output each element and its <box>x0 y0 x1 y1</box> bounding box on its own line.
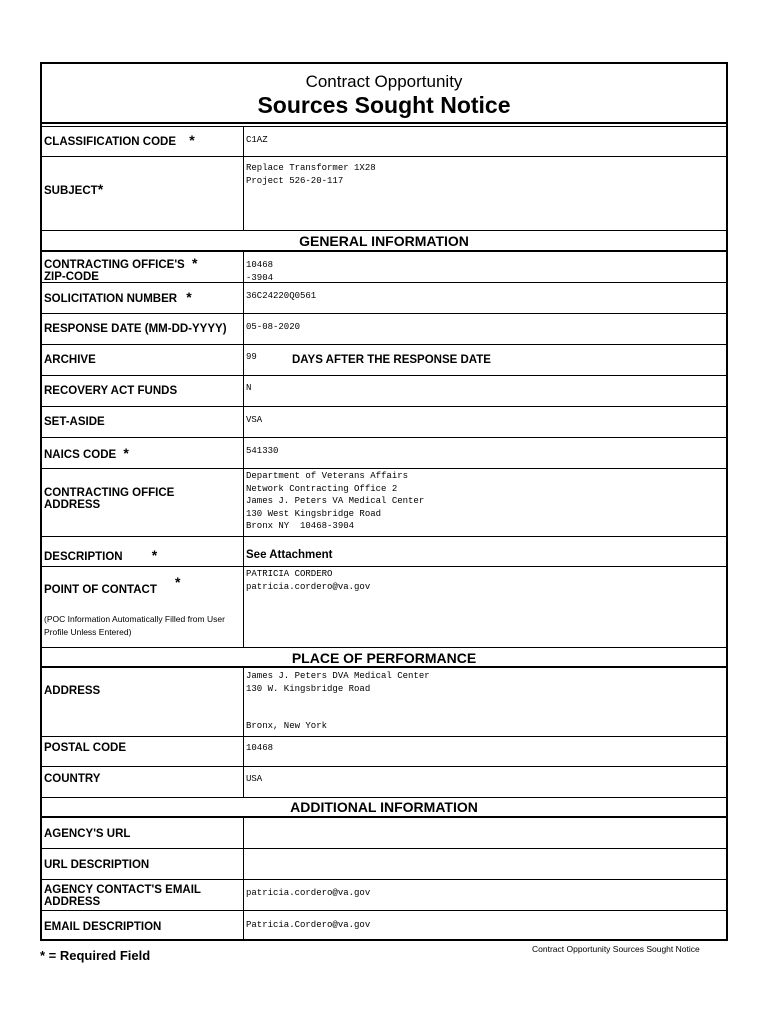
form-title-line2: Sources Sought Notice <box>257 92 511 118</box>
description-label: DESCRIPTION * <box>44 547 158 563</box>
general-information-heading: GENERAL INFORMATION <box>299 233 469 249</box>
row-divider <box>42 375 726 376</box>
naics-code-label: NAICS CODE * <box>44 445 129 461</box>
recovery-act-label: RECOVERY ACT FUNDS <box>44 385 178 397</box>
row-divider <box>42 437 726 438</box>
required-star: * <box>189 132 195 148</box>
row-divider <box>42 647 726 648</box>
row-divider <box>42 848 726 849</box>
archive-suffix: DAYS AFTER THE RESPONSE DATE <box>292 354 491 366</box>
required-star: * <box>191 255 198 271</box>
recovery-act-value: N <box>246 383 252 393</box>
office-address-label: CONTRACTING OFFICE ADDRESS <box>44 487 175 511</box>
agency-contact-email-label: AGENCY CONTACT'S EMAIL ADDRESS <box>44 884 201 908</box>
form-title-line1: Contract Opportunity <box>305 72 463 91</box>
row-divider <box>42 879 726 880</box>
office-zip-value: 10468 -3904 <box>246 260 274 283</box>
row-divider <box>42 313 726 314</box>
row-divider <box>42 282 726 283</box>
pop-address-value: James J. Peters DVA Medical Center 130 W. Kingsbridge Road <box>246 671 430 694</box>
row-divider <box>42 910 726 911</box>
description-value: See Attachment <box>246 549 333 561</box>
required-star: * <box>186 289 192 305</box>
point-of-contact-value: PATRICIA CORDERO patricia.cordero@va.gov <box>246 569 371 592</box>
email-description-label: EMAIL DESCRIPTION <box>44 921 162 933</box>
office-address-value: Department of Veterans Affairs Network Contracting Office 2 James J. Peters VA Medical Center 130 West Kingsbridge Road Bronx NY 10468-3904 <box>246 471 425 531</box>
row-divider <box>42 468 726 469</box>
archive-value: 99 <box>246 352 257 362</box>
pop-address-label: ADDRESS <box>44 685 101 697</box>
agency-url-label: AGENCY'S URL <box>44 828 131 840</box>
footer-document-name: Contract Opportunity Sources Sought Notice <box>532 944 700 954</box>
row-divider <box>42 566 726 567</box>
country-label: COUNTRY <box>44 773 101 785</box>
row-divider <box>42 230 726 231</box>
subject-value: Replace Transformer 1X28 Project 526-20-117 <box>246 163 376 186</box>
column-divider <box>243 251 244 647</box>
row-divider <box>42 156 726 157</box>
email-description-value: Patricia.Cordero@va.gov <box>246 920 371 930</box>
required-star: * <box>123 445 129 461</box>
row-divider <box>42 736 726 737</box>
required-star: * <box>97 181 104 197</box>
postal-code-label: POSTAL CODE <box>44 742 126 754</box>
classification-code-label: CLASSIFICATION CODE * <box>44 132 195 148</box>
solicitation-number-label: SOLICITATION NUMBER * <box>44 289 192 305</box>
naics-code-value: 541330 <box>246 446 279 456</box>
row-divider <box>42 406 726 407</box>
postal-code-value: 10468 <box>246 743 274 753</box>
poc-note: (POC Information Automatically Filled from User Profile Unless Entered) <box>44 614 225 637</box>
response-date-label: RESPONSE DATE (MM-DD-YYYY) <box>44 323 227 335</box>
section-divider <box>42 666 726 668</box>
section-divider <box>42 250 726 252</box>
required-star: * <box>151 547 158 563</box>
row-divider <box>42 797 726 798</box>
point-of-contact-label: POINT OF CONTACT <box>44 584 157 596</box>
pop-address-city: Bronx, New York <box>246 721 328 731</box>
divider <box>42 122 726 124</box>
url-description-label: URL DESCRIPTION <box>44 859 150 871</box>
row-divider <box>42 536 726 537</box>
set-aside-value: VSA <box>246 415 263 425</box>
country-value: USA <box>246 774 263 784</box>
column-divider <box>243 126 244 230</box>
archive-label: ARCHIVE <box>44 354 96 366</box>
additional-information-heading: ADDITIONAL INFORMATION <box>290 799 478 815</box>
divider <box>42 126 726 127</box>
classification-code-value: C1AZ <box>246 135 268 145</box>
agency-contact-email-value: patricia.cordero@va.gov <box>246 888 371 898</box>
office-zip-label: CONTRACTING OFFICE'S * ZIP-CODE <box>44 255 198 283</box>
row-divider <box>42 344 726 345</box>
column-divider <box>243 667 244 797</box>
sources-sought-form <box>40 62 728 941</box>
row-divider <box>42 766 726 767</box>
place-of-performance-heading: PLACE OF PERFORMANCE <box>291 650 477 666</box>
subject-label: SUBJECT* <box>44 181 104 197</box>
set-aside-label: SET-ASIDE <box>44 416 105 428</box>
solicitation-number-value: 36C24220Q0561 <box>246 291 317 301</box>
section-divider <box>42 816 726 818</box>
required-field-note: * = Required Field <box>40 948 151 963</box>
required-star: * <box>175 574 181 590</box>
response-date-value: 05-08-2020 <box>246 322 301 332</box>
